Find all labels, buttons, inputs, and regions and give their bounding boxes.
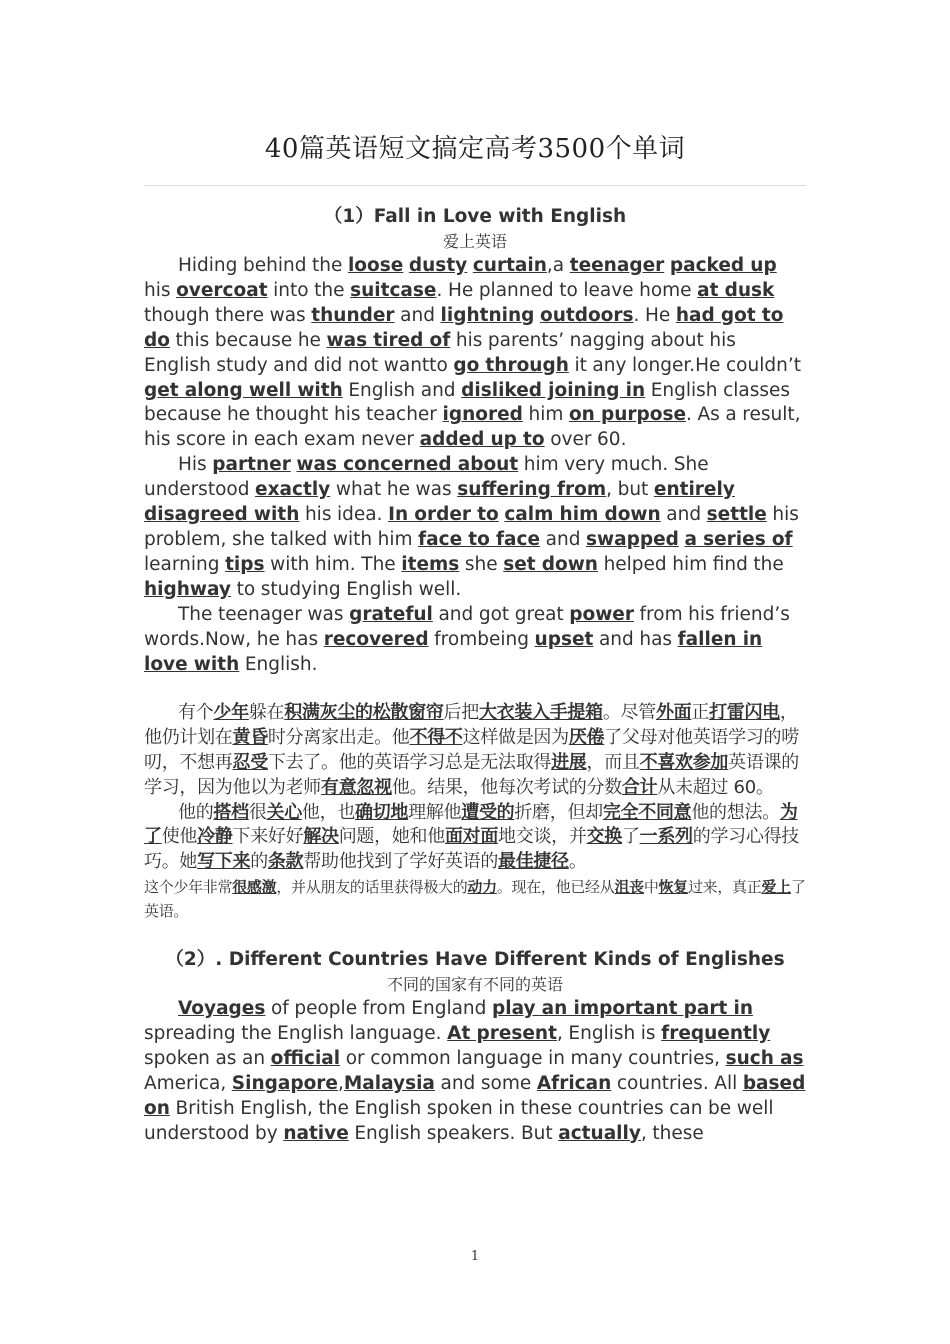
- vocab-term: 交换: [586, 826, 622, 848]
- page-number: 1: [470, 1249, 480, 1264]
- vocab-term: lightning: [440, 304, 535, 326]
- vocab-term: go through: [453, 354, 569, 376]
- vocab-term: actually: [558, 1122, 641, 1144]
- vocab-term: upset: [534, 628, 594, 650]
- vocab-term: get along well with: [144, 379, 343, 401]
- document-body: [144, 203, 806, 1146]
- vocab-term: face to face: [418, 528, 541, 550]
- vocab-term: 打雷闪电: [709, 702, 780, 724]
- vocab-term: added up to: [419, 429, 545, 451]
- vocab-term: 最佳捷径: [498, 851, 569, 873]
- vocab-term: partner: [212, 454, 291, 476]
- section-1-en-paragraph: His partner was concerned about him very much. She understood exactly what he was suffering from, but entirely disagreed with his idea. In order to calm him down and settle his problem, she talked with him face to face and swapped a series of learning tips with him. The items she set down helped him find the highway to studying English well.: [144, 454, 799, 600]
- section-1-subheading: 爱上英语: [442, 232, 507, 251]
- vocab-term: settle: [706, 504, 767, 526]
- vocab-term: Malaysia: [343, 1072, 435, 1094]
- section-1-en-paragraph: The teenager was grateful and got great power from his friend’s words.Now, he has recovered frombeing upset and has fallen in love with English.: [144, 603, 790, 675]
- vocab-term: native: [283, 1122, 349, 1144]
- vocab-term: frequently: [661, 1022, 771, 1044]
- vocab-term: 搭档: [213, 801, 249, 823]
- vocab-term: 少年: [213, 702, 249, 724]
- vocab-term: curtain: [472, 255, 547, 276]
- paragraph-spacer: [144, 677, 806, 701]
- section-2-en-paragraph: Voyages of people from England play an important part in spreading the English language. At present, English is frequently spoken as an official or common language in many countries, such as America, Singapore,Malaysia and some African countries. All based on British English, the English spoken in these countries can be well understood by native English speakers. But actually, these: [144, 997, 806, 1144]
- vocab-term: 黄昏: [232, 727, 268, 749]
- vocab-term: 很感激: [232, 877, 277, 896]
- vocab-term: recovered: [323, 628, 429, 650]
- vocab-term: 条款: [267, 851, 304, 873]
- document-title: 40篇英语短文搞定高考3500个单词: [264, 134, 686, 164]
- vocab-term: 忍受: [232, 752, 268, 773]
- vocab-term: 遭受的: [461, 801, 515, 823]
- vocab-term: loose: [347, 255, 404, 276]
- vocab-term: was concerned about: [296, 454, 519, 476]
- vocab-term: had got to do: [144, 304, 784, 351]
- vocab-term: 大衣装入手提箱: [478, 702, 603, 724]
- vocab-term: official: [270, 1047, 341, 1069]
- vocab-term: At present: [447, 1022, 557, 1044]
- vocab-term: based on: [144, 1072, 806, 1119]
- vocab-term: 合计: [621, 776, 658, 798]
- vocab-term: Voyages: [178, 997, 266, 1019]
- vocab-term: calm him down: [504, 504, 661, 526]
- vocab-term: 冷静: [197, 826, 233, 848]
- section-1-heading: （1）Fall in Love with English: [323, 206, 627, 227]
- section-1-en-paragraph: Hiding behind the loose dusty curtain,a teenager packed up his overcoat into the suitcase. He planned to leave home at dusk though there was thunder and lightning outdoors. He had got to do this because he was tired of his parents’ nagging about his English study and did not wantto go through it any longer.He couldn’t get along well with English and disliked joining in English classes because he thought his teacher ignored him on purpose. As a result, his score in each exam never added up to over 60.: [144, 255, 801, 451]
- vocab-term: 有意忽视: [321, 776, 392, 798]
- vocab-term: 完全不同意: [602, 801, 692, 823]
- vocab-term: grateful: [349, 603, 433, 625]
- vocab-term: 沮丧: [614, 877, 644, 896]
- vocab-term: was tired of: [326, 329, 451, 351]
- vocab-term: tips: [225, 553, 265, 575]
- vocab-term: dusty: [408, 255, 468, 276]
- vocab-term: at dusk: [697, 279, 775, 301]
- section-1-zh-paragraph: 这个少年非常很感激，并从朋友的话里获得极大的动力。现在，他已经从沮丧中恢复过来，真正爱上了英语。: [144, 877, 806, 921]
- vocab-term: outdoors: [540, 304, 634, 326]
- vocab-term: on purpose: [568, 404, 687, 426]
- vocab-term: a series of: [684, 528, 793, 550]
- vocab-term: 关心: [266, 801, 302, 823]
- vocab-term: suffering from: [457, 479, 607, 501]
- vocab-term: packed up: [669, 255, 777, 276]
- vocab-term: In order to: [388, 504, 499, 526]
- vocab-term: 外面: [655, 702, 692, 724]
- vocab-term: set down: [503, 553, 598, 575]
- section-spacer: [144, 924, 806, 946]
- vocab-term: entirely disagreed with: [144, 479, 735, 526]
- vocab-term: 积满灰尘的松散窗帘: [284, 702, 444, 724]
- section-2-subheading: 不同的国家有不同的英语: [386, 974, 563, 994]
- vocab-term: 确切地: [355, 801, 409, 823]
- vocab-term: ignored: [442, 404, 523, 426]
- vocab-term: teenager: [569, 255, 665, 276]
- vocab-term: thunder: [311, 304, 395, 326]
- section-2-heading: （2）. Different Countries Have Different Kinds of Englishes: [165, 948, 785, 970]
- section-1-zh-paragraph: 有个少年躲在积满灰尘的松散窗帘后把大衣装入手提箱。尽管外面正打雷闪电，他仍计划在黄昏时分离家出走。他不得不这样做是因为厌倦了父母对他英语学习的唠叨，不想再忍受下去了。他的英语学习总是无法取得进展，而且不喜欢参加英语课的学习，因为他以为老师有意忽视他。结果，他每次考试的分数合计从未超过 60。: [144, 702, 799, 798]
- vocab-term: items: [401, 553, 460, 575]
- vocab-term: swapped: [586, 528, 679, 550]
- vocab-term: exactly: [255, 479, 331, 501]
- section-1-zh-paragraph: 他的搭档很关心他，也确切地理解他遭受的折磨，但却完全不同意他的想法。为了使他冷静下来好好解决问题，她和他面对面地交谈，并交换了一系列的学习心得技巧。她写下来的条款帮助他找到了学好英语的最佳捷径。: [144, 801, 799, 873]
- vocab-term: suitcase: [350, 279, 437, 301]
- vocab-term: 解决: [303, 826, 339, 848]
- vocab-term: African: [536, 1072, 612, 1094]
- vocab-term: disliked joining in: [461, 379, 646, 401]
- vocab-term: 一系列: [639, 826, 693, 848]
- vocab-term: 不得不: [409, 727, 463, 749]
- vocab-term: 进展: [551, 752, 587, 773]
- vocab-term: Singapore: [231, 1072, 338, 1094]
- vocab-term: power: [569, 603, 634, 625]
- vocab-term: fallen in love with: [144, 628, 763, 675]
- vocab-term: 不喜欢参加: [639, 752, 729, 773]
- vocab-term: 面对面: [444, 826, 499, 848]
- vocab-term: overcoat: [176, 279, 268, 301]
- vocab-term: play an important part in: [491, 997, 754, 1019]
- vocab-term: 写下来: [197, 851, 251, 873]
- vocab-term: 为了: [144, 801, 798, 848]
- vocab-term: 恢复: [658, 877, 688, 896]
- vocab-term: highway: [144, 578, 231, 600]
- vocab-term: 动力: [467, 877, 497, 896]
- title-divider: [144, 185, 806, 186]
- vocab-term: such as: [725, 1047, 804, 1069]
- vocab-term: 爱上: [761, 877, 791, 896]
- vocab-term: 厌倦: [568, 727, 605, 749]
